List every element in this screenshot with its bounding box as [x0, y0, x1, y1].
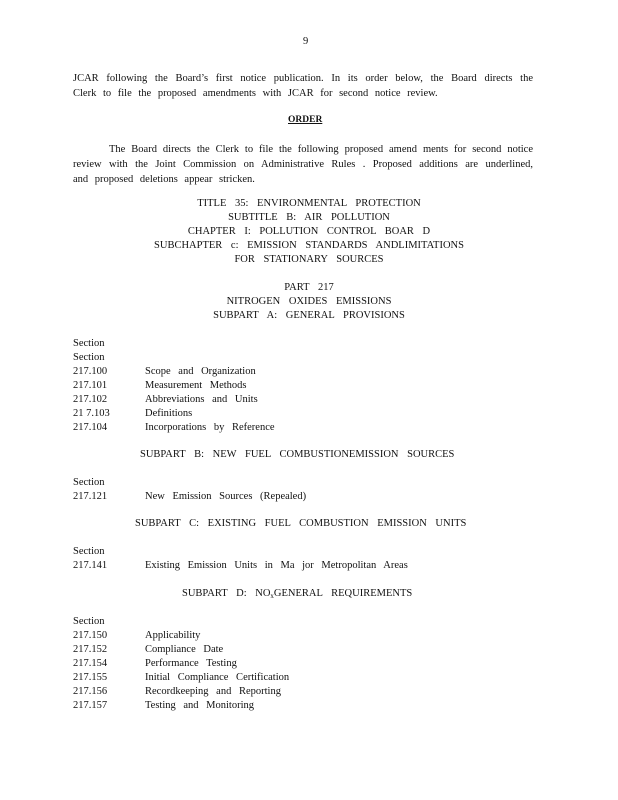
list-item — [73, 672, 513, 686]
section-title: Existing Emission Units in Ma jor Metropolitan Areas — [145, 560, 408, 571]
section-header: Section — [73, 616, 105, 627]
intro-line-2: Clerk to file the proposed amendments with JCAR for second notice review. — [73, 88, 438, 99]
subpart-d-heading-post: GENERAL REQUIREMENTS — [273, 588, 413, 599]
section-number: 217.100 — [73, 366, 108, 377]
section-title: Applicability — [145, 630, 201, 641]
list-item — [73, 366, 513, 380]
list-item — [73, 658, 513, 672]
page-number: 9 — [303, 36, 309, 47]
section-number: 217.156 — [73, 686, 108, 697]
subtitle-line: SUBTITLE B: AIR POLLUTION — [228, 212, 390, 223]
subpart-c-heading: SUBPART C: EXISTING FUEL COMBUSTION EMISSION UNITS — [135, 518, 467, 529]
section-title: Compliance Date — [145, 644, 224, 655]
subpart-d-heading-pre: SUBPART D: NO — [182, 588, 271, 599]
subchapter-line: SUBCHAPTER c: EMISSION STANDARDS ANDLIMITATIONS — [154, 240, 464, 251]
chapter-line: CHAPTER I: POLLUTION CONTROL BOAR D — [187, 226, 431, 237]
section-number: 217.152 — [73, 644, 108, 655]
part-line: PART 217 — [284, 282, 334, 293]
section-title: Definitions — [145, 408, 193, 419]
section-header: Section — [73, 477, 105, 488]
list-item — [73, 422, 513, 436]
section-number: 217.155 — [73, 672, 108, 683]
section-title: Initial Compliance Certification — [145, 672, 290, 683]
section-number: 217.141 — [73, 560, 108, 571]
list-item — [73, 380, 513, 394]
list-item — [73, 408, 513, 422]
subpart-d-heading-subscript: x — [270, 592, 274, 600]
section-header: Section — [73, 546, 105, 557]
list-item — [73, 394, 513, 408]
section-number: 217.121 — [73, 491, 108, 502]
subpart-b-heading: SUBPART B: NEW FUEL COMBUSTIONEMISSION SOURCES — [140, 449, 455, 460]
section-header: Section — [73, 338, 105, 349]
section-title: Scope and Organization — [145, 366, 256, 377]
list-item — [73, 686, 513, 700]
subpart-d-heading — [182, 588, 412, 600]
intro-paragraph — [73, 71, 533, 101]
section-title: Abbreviations and Units — [145, 394, 258, 405]
section-number: 217.157 — [73, 700, 108, 711]
order-paragraph — [73, 142, 533, 187]
list-item — [73, 700, 513, 714]
section-title: Testing and Monitoring — [145, 700, 255, 711]
list-item — [73, 644, 513, 658]
title-line: TITLE 35: ENVIRONMENTAL PROTECTION — [197, 198, 421, 209]
section-title: Measurement Methods — [145, 380, 247, 391]
section-number: 217.102 — [73, 394, 108, 405]
section-title: Incorporations by Reference — [145, 422, 275, 433]
list-item — [73, 630, 513, 644]
intro-line-1: JCAR following the Board’s first notice publication. In its order below, the Board directs the — [73, 73, 533, 84]
section-number: 21 7.103 — [73, 408, 110, 419]
part-name-line: NITROGEN OXIDES EMISSIONS — [226, 296, 392, 307]
section-number: 217.101 — [73, 380, 108, 391]
list-item — [73, 560, 513, 574]
list-item — [73, 491, 513, 505]
for-stationary-line: FOR STATIONARY SOURCES — [234, 254, 384, 265]
section-title: New Emission Sources (Repealed) — [145, 491, 307, 502]
section-number: 217.154 — [73, 658, 108, 669]
order-line-1: The Board directs the Clerk to file the following proposed amend ments for second notice — [109, 144, 533, 155]
order-line-2: review with the Joint Commission on Administrative Rules . Proposed additions are underlined, — [73, 159, 533, 170]
section-number: 217.104 — [73, 422, 108, 433]
section-header: Section — [73, 352, 105, 363]
section-title: Performance Testing — [145, 658, 237, 669]
subpart-a-heading: SUBPART A: GENERAL PROVISIONS — [213, 310, 405, 321]
section-number: 217.150 — [73, 630, 108, 641]
section-title: Recordkeeping and Reporting — [145, 686, 281, 697]
order-line-3: and proposed deletions appear stricken. — [73, 174, 255, 185]
order-heading: ORDER — [288, 115, 323, 125]
